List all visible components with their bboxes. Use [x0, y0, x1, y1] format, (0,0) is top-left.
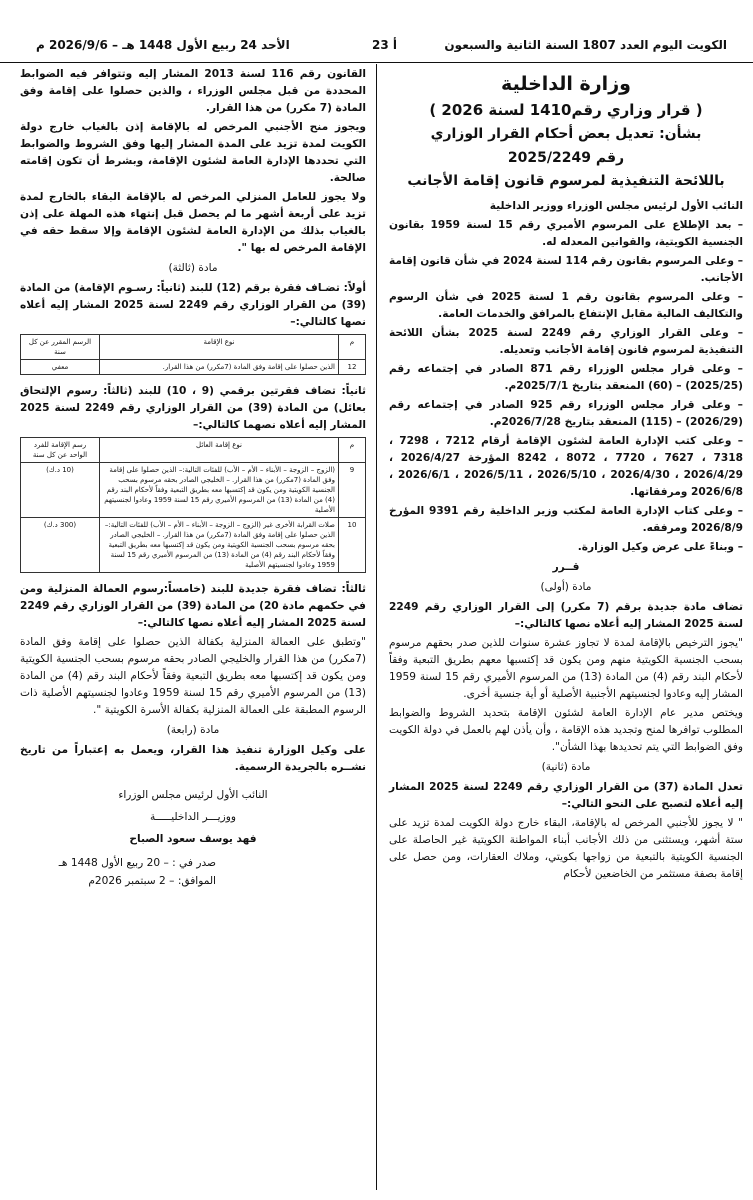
issued-hijri: صدر في : – 20 ربيع الأول 1448 هـ — [58, 857, 216, 869]
table-cell: (10 د.ك) — [21, 463, 100, 518]
decided-heading: قــرر — [552, 561, 580, 573]
signature-block — [20, 784, 366, 850]
table-cell: (الزوج – الزوجة – الأبناء – الأم – الأب) للفئات التالية:– الذين حصلوا على إقامة وفق المادة (7مكرر) من هذا القرار. – الخليجي الصادر بحقه مرسوم بسحب الجنسية الكويتية ومن يكون قد إكتسبها معه بطريق التبعية وفقاً لأحكام البند رقم (4) من المادة (13) من المرسوم الأميري رقم 15 لسنة 1959 وعادوا لجنسيتهم الأصلية — [100, 463, 339, 518]
table-header-row — [21, 335, 366, 360]
article-2-title: مادة (ثانية) — [541, 761, 591, 773]
ministry-title: وزارة الداخلية — [501, 73, 631, 95]
issued-gregorian: الموافق: – 2 سبتمبر 2026م — [88, 875, 216, 887]
preamble-item: – وعلى القرار الوزاري رقم 2249 لسنة 2025 بشأن اللائحة التنفيذية لمرسوم قانون إقامة الأجانب وتعديله. — [389, 327, 743, 356]
article-2-quote: " لا يجوز للأجنبي المرخص له بالإقامة، البقاء خارج دولة الكويت لمدة تزيد على ستة أشهر، ويستثنى من ذلك الأجانب أبناء المواطنة الكويتية غير الحاصلة على الجنسية الكويتية بالتبعية من زواجها بكويتي، وملاك العقارات، ومن حصل على إقامة بصفة مستثمر من الخاضعين لأحكام — [389, 817, 743, 880]
column-divider — [376, 64, 377, 1190]
table-cell: (300 د.ك) — [21, 518, 100, 573]
preamble-item: – وعلى المرسوم بقانون رقم 114 لسنة 2024 في شأن قانون إقامة الأجانب. — [389, 255, 744, 284]
table-row — [21, 360, 366, 375]
left-column — [20, 66, 366, 890]
issue-info: الكويت اليوم العدد 1807 السنة الثانية والسبعون — [444, 38, 727, 52]
table-header-row — [21, 438, 366, 463]
table-header: م — [339, 438, 366, 463]
issue-dates — [20, 854, 216, 890]
subject-line-1: بشأن: تعديل بعض أحكام القرار الوزاري — [430, 126, 702, 142]
fees-table-1 — [20, 334, 366, 375]
continuation-1: القانون رقم 116 لسنة 2013 المشار إليه وتتوافر فيه الضوابط المحددة من قبل مجلس الوزراء ، والذين حصلوا على إقامة وفق المادة (7 مكرر) من هذا القرار. — [20, 68, 366, 114]
article-3-first: أولاً: تضـاف فقرة برقم (12) للبند (ثانياً: رسـوم الإقامة) من المادة (39) من القرار الوزاري رقم 2249 لسنة 2025 المشار إليه أعلاه نصها كالتالي:– — [20, 282, 367, 328]
article-4-text: على وكيل الوزارة تنفيذ هذا القرار، ويعمل به إعتباراً من تاريخ نشــره بالجريدة الرسمية. — [20, 744, 366, 773]
table-cell: 12 — [339, 360, 366, 375]
article-3-second: ثانياً: تضاف فقرتين برقمي (9 ، 10) للبند (ثالثاً: رسوم الإلتحاق بعائل) من المادة (39) من القرار الوزاري رقم 2249 لسنة 2025 المشار إليه أعلاه نصهما كالتالي:– — [20, 385, 367, 431]
article-2-text: تعدل المادة (37) من القرار الوزاري رقم 2249 لسنة 2025 المشار إليه أعلاه لتصبح على النحو التالي:– — [389, 781, 743, 810]
page-header — [0, 0, 753, 63]
fees-table-2 — [20, 437, 366, 573]
article-3-title: مادة (ثالثة) — [168, 262, 218, 274]
table-cell: 10 — [339, 518, 366, 573]
continuation-3: ولا يجوز للعامل المنزلي المرخص له بالإقامة البقاء بالخارج لمدة تزيد على أربعة أشهر ما لم يحصل قبل إنتهاء هذه المهلة على إذن بالغياب بذلك من الإدارة العامة لشئون الإقامة وإلا سقط حقه في الإقامة المرخص له بها ". — [20, 191, 366, 254]
table-header: الرسم المقرر عن كل سنة — [21, 335, 100, 360]
decree-title: ( قرار وزاري رقم1410 لسنة 2026 ) — [429, 101, 703, 119]
signer-title-2: ووزيـــر الداخليـــــة — [150, 811, 236, 823]
continuation-2: ويجوز منح الأجنبي المرخص له بالإقامة إذن بالغياب خارج دولة الكويت لمدة تزيد على المدة المشار إليها وفق الشروط والضوابط التي تحددها الإدارة العامة لشئون الإقامة، وبشرط أن تكون إقامته صالحة. — [20, 121, 366, 184]
signer-name: فهد يوسف سعود الصباح — [129, 833, 257, 845]
preamble-item: – وعلى قرار مجلس الوزراء رقم 871 الصادر في إجتماعه رقم (2025/25) – (60) المنعقد بتاريخ 2025/7/1م. — [389, 363, 743, 392]
table-header: رسم الإقامة للفرد الواحد عن كل سنة — [21, 438, 100, 463]
table-header: م — [339, 335, 366, 360]
article-1-quote: "يجوز الترخيص بالإقامة لمدة لا تجاوز عشرة سنوات للذين صدر بحقهم مرسوم بسحب الجنسية الكويتية منهم ومن يكون قد إكتسبها معهم بطريق التبعية وفقاً لأحكام البند رقم (4) من المادة (13) من المرسوم الأميري رقم 15 لسنة 1959 المشار إليه وعادوا لجنسيتهم الأجنبية الأصلية أو أية جنسية أخرى. — [389, 637, 743, 700]
table-row — [21, 518, 366, 573]
preamble-item: – وعلى كتاب الإدارة العامة لمكتب وزير الداخلية رقم 9391 المؤرخ 2026/8/9 ومرفقه. — [389, 505, 743, 534]
signer-title-1: النائب الأول لرئيس مجلس الوزراء — [118, 789, 268, 801]
table-cell: الذين حصلوا على إقامة وفق المادة (7مكرر) من هذا القرار. — [100, 360, 339, 375]
article-3-third-quote: "وتطبق على العمالة المنزلية بكفالة الذين حصلوا على إقامة وفق المادة (7مكرر) من هذا القرار والخليجي الصادر بحقه مرسوم بسحب الجنسية الكويتية ومن يكون قد إكتسبها معه بطريق التبعية وفقاً لأحكام البند رقم (4) من المادة (13) من المرسوم الأميري رقم 15 لسنة 1959 وعادوا لجنسيتهم الأصلية ذات الرسوم المطبقة على العمالة المنزلية بكفالة الأسرة الكويتية ". — [20, 636, 367, 716]
table-row — [21, 463, 366, 518]
issue-date: الأحد 24 ربيع الأول 1448 هـ – 2026/9/6 م — [36, 38, 290, 52]
page-number: أ 23 — [372, 38, 397, 52]
preamble-item: – وعلى كتب الإدارة العامة لشئون الإقامة أرقام 7212 ، 7298 ، 7318 ، 7627 ، 7720 ، 8072 ، 8242 المؤرخة 2026/4/27 ، 2026/4/29 ، 2026/4/30 ، 2026/5/10 ، 2026/5/11 ، 2026/6/1 ، 2026/6/8 ومرفقاتها. — [389, 435, 744, 498]
preamble-item: – وعلى قرار مجلس الوزراء رقم 925 الصادر في إجتماعه رقم (2026/29) – (115) المنعقد بتاريخ 2026/7/28م. — [389, 399, 743, 428]
preamble-item: – وعلى المرسوم بقانون رقم 1 لسنة 2025 في شأن الرسوم والتكاليف المالية مقابل الإنتفاع بالمرافق والخدمات العامة. — [389, 291, 744, 320]
article-1-quote-2: ويختص مدير عام الإدارة العامة لشئون الإقامة بتحديد الشروط والضوابط المطلوب توافرها لمنح وتجديد هذه الإقامة ، وأن يأذن لهم بالعمل في دولة الكويت وفق الضوابط التي يتم تحديدها بهذا الشأن". — [389, 707, 743, 753]
table-cell: معفي — [21, 360, 100, 375]
table-cell: 9 — [339, 463, 366, 518]
table-header: نوع إقامة العائل — [100, 438, 339, 463]
article-4-title: مادة (رابعة) — [166, 724, 220, 736]
subject-line-3: باللائحة التنفيذية لمرسوم قانون إقامة الأجانب — [407, 173, 725, 189]
subject-line-2: رقم 2025/2249 — [507, 150, 625, 166]
table-header: نوع الإقامة — [100, 335, 339, 360]
intro: النائب الأول لرئيس مجلس الوزراء ووزير الداخلية — [489, 200, 743, 212]
preamble-item: – وبناءً على عرض وكيل الوزارة. — [577, 541, 743, 553]
right-column — [389, 66, 743, 885]
article-3-third: ثالثاً: تضاف فقرة جديدة للبند (خامساً:رسوم العمالة المنزلية ومن في حكمهم مادة 20) من المادة (39) من القرار الوزاري رقم 2249 لسنة 2025 المشار إليه أعلاه نصها كالتالي:– — [20, 583, 366, 629]
article-1-text: تضاف مادة جديدة برقم (7 مكرر) إلى القرار الوزاري رقم 2249 لسنة 2025 المشار إليه أعلاه نصها كالتالي:– — [389, 601, 743, 630]
preamble-item: – بعد الإطلاع على المرسوم الأميري رقم 15 لسنة 1959 بقانون الجنسية الكويتية، والقوانين المعدله له. — [389, 219, 743, 248]
article-1-title: مادة (أولى) — [540, 581, 592, 593]
table-cell: صلات القرابة الأخرى غير (الزوج – الزوجة – الأبناء – الأم – الأب) للفئات التالية:– الذين حصلوا على إقامة وفق المادة (7مكرر) من هذا القرار. – الخليجي الصادر بحقه مرسوم بسحب الجنسية الكويتية ومن يكون قد إكتسبها معه بطريق التبعية وفقاً لأحكام البند رقم (4) من المادة (13) من المرسوم الأميري رقم 15 لسنة 1959 وعادوا لجنسيتهم الأصلية — [100, 518, 339, 573]
